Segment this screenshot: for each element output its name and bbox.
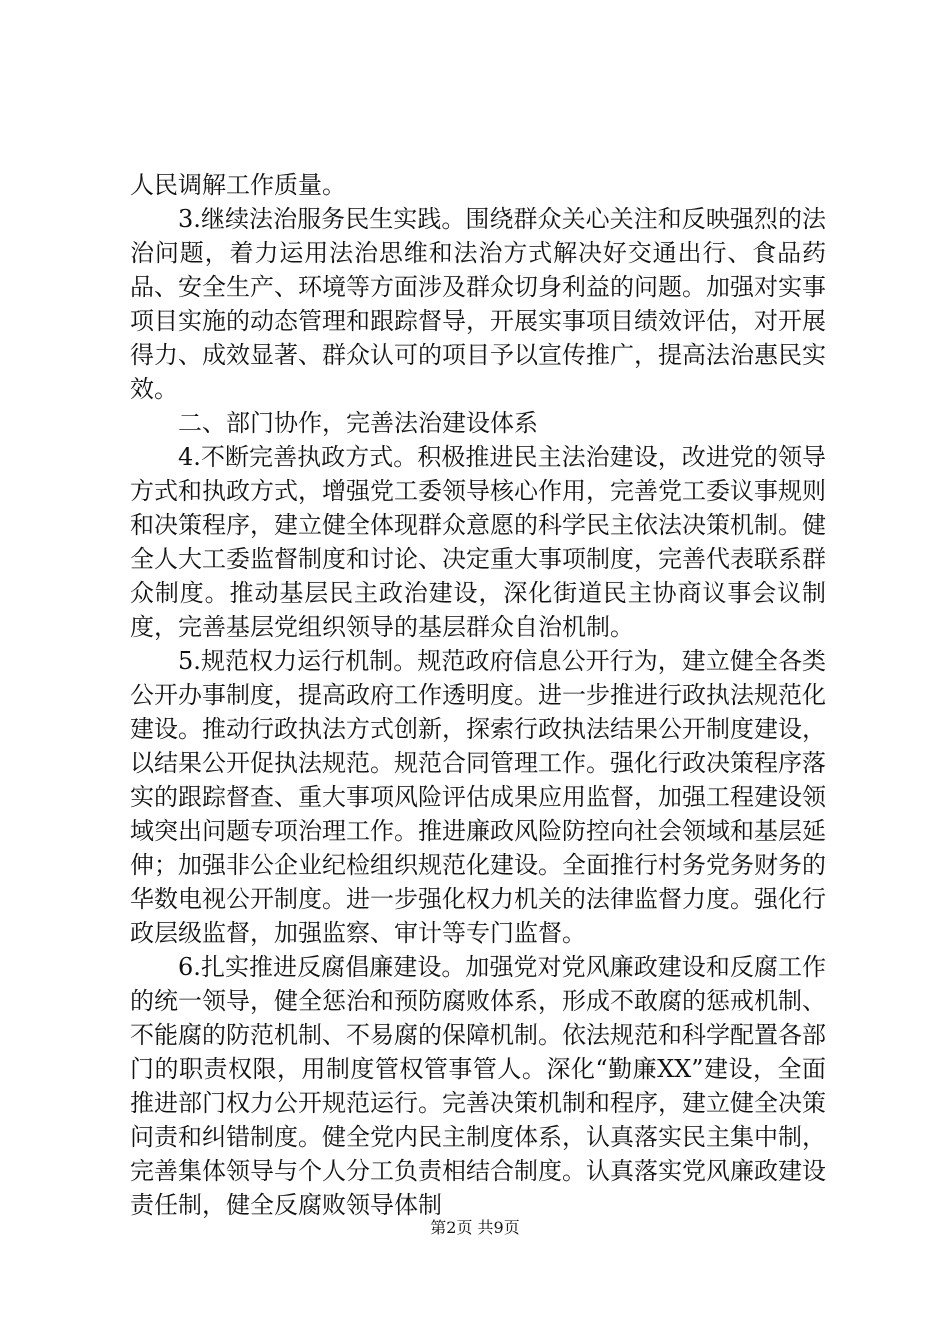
paragraph-item-4: 4.不断完善执政方式。积极推进民主法治建设，改进党的领导方式和执政方式，增强党工委领导核心作用，完善党工委议事规则和决策程序，建立健全体现群众意愿的科学民主依法决策机制。健全人大工委监督制度和讨论、决定重大事项制度，完善代表联系群众制度。推动基层民主政治建设，深化街道民主协商议事会议制度，完善基层党组织领导的基层群众自治机制。 bbox=[130, 443, 826, 641]
document-body bbox=[130, 168, 826, 1222]
paragraph-item-6: 6.扎实推进反腐倡廉建设。加强党对党风廉政建设和反腐工作的统一领导，健全惩治和预防腐败体系，形成不敢腐的惩戒机制、不能腐的防范机制、不易腐的保障机制。依法规范和科学配置各部门的职责权限，用制度管权管事管人。深化“勤廉XX”建设，全面推进部门权力公开规范运行。完善决策机制和程序，建立健全决策问责和纠错制度。健全党内民主制度体系，认真落实民主集中制，完善集体领导与个人分工负责相结合制度。认真落实党风廉政建设责任制，健全反腐败领导体制 bbox=[130, 953, 826, 1219]
section-heading: 二、部门协作，完善法治建设体系 bbox=[178, 409, 538, 437]
page-footer: 第2页 共9页 bbox=[430, 1218, 520, 1237]
paragraph-continuation: 人民调解工作质量。 bbox=[130, 171, 346, 199]
paragraph-item-3: 3.继续法治服务民生实践。围绕群众关心关注和反映强烈的法治问题，着力运用法治思维和法治方式解决好交通出行、食品药品、安全生产、环境等方面涉及群众切身利益的问题。加强对实事项目实施的动态管理和跟踪督导，开展实事项目绩效评估，对开展得力、成效显著、群众认可的项目予以宣传推广，提高法治惠民实效。 bbox=[130, 205, 826, 403]
paragraph-item-5: 5.规范权力运行机制。规范政府信息公开行为，建立健全各类公开办事制度，提高政府工作透明度。进一步推进行政执法规范化建设。推动行政执法方式创新，探索行政执法结果公开制度建设，以结果公开促执法规范。规范合同管理工作。强化行政决策程序落实的跟踪督查、重大事项风险评估成果应用监督，加强工程建设领域突出问题专项治理工作。推进廉政风险防控向社会领域和基层延伸；加强非公企业纪检组织规范化建设。全面推行村务党务财务的华数电视公开制度。进一步强化权力机关的法律监督力度。强化行政层级监督，加强监察、审计等专门监督。 bbox=[130, 647, 826, 947]
